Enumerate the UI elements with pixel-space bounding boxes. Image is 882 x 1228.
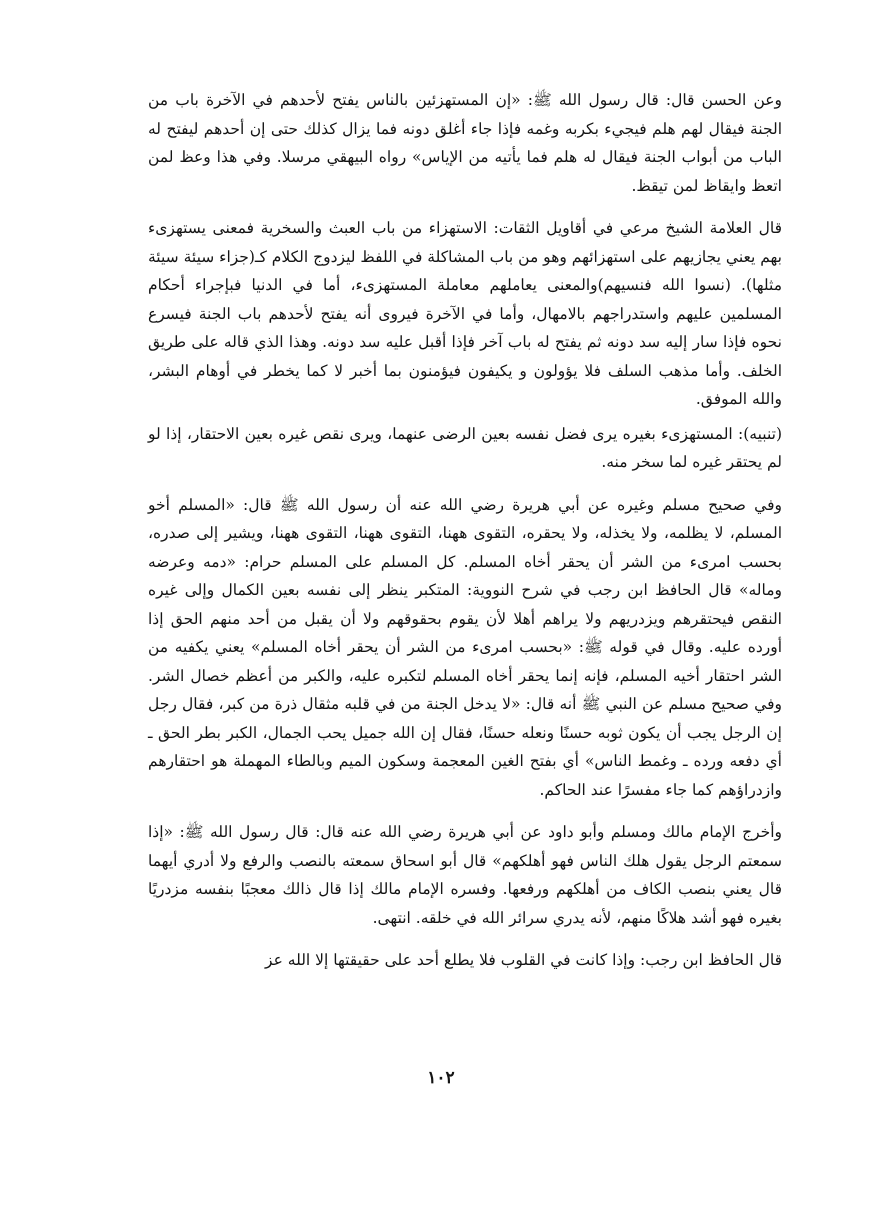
paragraph-ibn-rajab: قال الحافظ ابن رجب: وإذا كانت في القلوب فلا يطلع أحد على حقيقتها إلا الله عز <box>265 951 782 969</box>
paragraph-tanbih: (تنبيه): المستهزىء بغيره يرى فضل نفسه بعين الرضى عنهما، ويرى نقص غيره بعين الاحتقار، إذا لو لم يحتقر غيره لما سخر منه. <box>148 424 782 471</box>
paragraph-sheikh-marai: قال العلامة الشيخ مرعي في أقاويل الثقات: الاستهزاء من باب العبث والسخرية فمعنى يستهزىء بهم يعني يجازيهم على استهزائهم وهو من باب المشاكلة في اللفظ ليزدوج الكلام كـ(جزاء سيئة سيئة مثلها). (نسوا الله فنسيهم)والمعنى يعاملهم معاملة المستهزىء، أما في الدنيا فبإجراء أحكام المسلمين عليهم واستدراجهم بالامهال، وأما في الآخرة فيروى أنه يفتح لأحدهم باب الجنة فيسرع نحوه فإذا سار إليه سد دونه ثم يفتح له باب آخر فإذا أقبل عليه سد دونه. وهذا الذي قاله على طريق الخلف. وأما مذهب السلف فلا يؤولون و يكيفون فيؤمنون بما أخبر لا كما يخطر في أوهام البشر، والله الموفق. <box>148 219 782 408</box>
page-body <box>148 86 782 975</box>
page-number: ١٠٢ <box>427 1068 455 1088</box>
paragraph-sahih-muslim: وفي صحيح مسلم وغيره عن أبي هريرة رضي الله عنه أن رسول الله ﷺ قال: «المسلم أخو المسلم، لا يظلمه، ولا يخذله، ولا يحقره، التقوى ههنا، التقوى ههنا، التقوى ههنا، ويشير إلى صدره، بحسب امرىء من الشر أن يحقر أخاه المسلم. كل المسلم على المسلم حرام: «دمه وعرضه وماله» قال الحافظ ابن رجب في شرح النووية: المتكبر ينظر إلى نفسه بعين الكمال وإلى غيره النقص فيحتقرهم ويزدريهم ولا يراهم أهلا لأن يقوم بحقوقهم ولا أن يقبل من أحد منهم الحق إذا أورده عليه. وقال في قوله ﷺ: «بحسب امرىء من الشر أن يحقر أخاه المسلم» يعني يكفيه من الشر احتقار أخيه المسلم، فإنه إنما يحقر أخاه المسلم لتكبره عليه، والكبر من أعظم خصال الشر. وفي صحيح مسلم عن النبي ﷺ أنه قال: «لا يدخل الجنة من في قلبه مثقال ذرة من كبر، فقال رجل إن الرجل يجب أن يكون ثوبه حسنًا ونعله حسنًا، فقال إن الله جميل يحب الجمال، الكبر بطر الحق ـ أي دفعه ورده ـ وغمط الناس» أي بفتح الغين المعجمة وسكون الميم وبالطاء المهملة هو احتقارهم وازدراؤهم كما جاء مفسرًا عند الحاكم. <box>148 495 782 799</box>
paragraph-hasan-hadith: وعن الحسن قال: قال رسول الله ﷺ: «إن المستهزئين بالناس يفتح لأحدهم في الآخرة باب من الجنة فيقال لهم هلم فيجيء بكربه وغمه فإذا جاء أغلق دونه فما يزال كذلك حتى إن أحدهم ليفتح له الباب من أبواب الجنة فيقال له هلم فما يأتيه من الإياس» رواه البيهقي مرسلا. وفي هذا وعظ لمن اتعظ وايقاظ لمن تيقظ. <box>148 91 782 195</box>
paragraph-imam-malik: وأخرج الإمام مالك ومسلم وأبو داود عن أبي هريرة رضي الله عنه قال: قال رسول الله ﷺ: «إذا سمعتم الرجل يقول هلك الناس فهو أهلكهم» قال أبو اسحاق سمعته بالنصب والرفع ولا أدري أيهما قال يعني بنصب الكاف من أهلكهم ورفعها. وفسره الإمام مالك إذا قال ذالك معجبًا بنفسه مزدريًا بغيره فهو أشد هلاكًا منهم، لأنه يدري سرائر الله في خلقه. انتهى. <box>148 823 782 927</box>
